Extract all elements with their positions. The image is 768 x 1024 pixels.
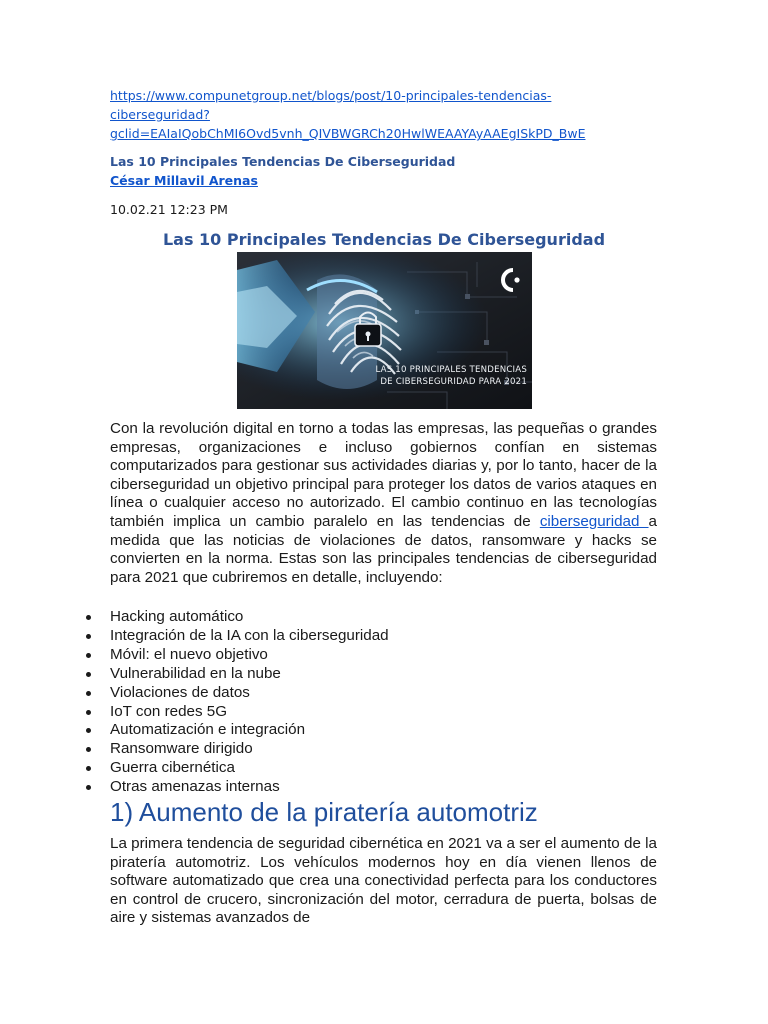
list-item <box>84 778 389 797</box>
source-url-line-2[interactable]: ciberseguridad? <box>110 107 210 122</box>
bullet-icon <box>86 710 91 715</box>
section-1-heading: 1) Aumento de la piratería automotriz <box>110 797 538 827</box>
bullet-icon <box>86 728 91 733</box>
trend-label: Vulnerabilidad en la nube <box>110 664 281 682</box>
list-item <box>84 684 389 703</box>
intro-text-1: Con la revolución digital en torno a todas las empresas, las pequeñas o grandes empresas, organizaciones e incluso gobiernos confían en sistemas computarizados para gestionar sus actividades diarias y, por lo tanto, hacer de la ciberseguridad un objetivo principal para proteger los datos de varios ataques en línea o cualquier acceso no autorizado. El cambio continuo en las tecnologías también implica un cambio paralelo en las tendencias de <box>110 420 657 530</box>
list-item <box>84 740 389 759</box>
trend-label: Violaciones de datos <box>110 683 250 701</box>
author-link[interactable]: César Millavil Arenas <box>110 173 258 188</box>
trend-label: Otras amenazas internas <box>110 778 280 796</box>
hero-caption-line-2: DE CIBERSEGURIDAD PARA 2021 <box>380 377 527 387</box>
source-url[interactable] <box>110 86 670 143</box>
list-item <box>84 646 389 665</box>
trend-label: Integración de la IA con la ciberseguridad <box>110 626 389 644</box>
intro-paragraph <box>110 420 657 587</box>
trend-label: IoT con redes 5G <box>110 702 228 720</box>
ciberseguridad-link[interactable]: ciberseguridad <box>539 512 649 530</box>
article-title: Las 10 Principales Tendencias De Ciberseguridad <box>162 230 606 249</box>
section-1-paragraph: La primera tendencia de seguridad cibernética en 2021 va a ser el aumento de la piratería automotriz. Los vehículos modernos hoy en día vienen llenos de software automatizado que crea una conectividad perfecta para los conductores en control de crucero, sincronización del motor, cerradura de puerta, bolsas de aire y sistemas avanzados de <box>110 835 657 927</box>
trend-label: Hacking automático <box>110 608 244 625</box>
list-item <box>84 627 389 646</box>
hero-caption-line-1: LAS 10 PRINCIPALES TENDENCIAS <box>375 365 527 375</box>
bullet-icon <box>86 615 91 620</box>
bullet-icon <box>86 747 91 752</box>
source-url-line-3[interactable]: gclid=EAIaIQobChMI6Ovd5vnh_QIVBWGRCh20HwlWEAAYAyAAEgISkPD_BwE <box>110 126 586 141</box>
bullet-icon <box>86 653 91 658</box>
trend-label: Automatización e integración <box>110 721 306 739</box>
bullet-icon <box>86 691 91 696</box>
list-item <box>84 703 389 722</box>
trend-label: Guerra cibernética <box>110 759 235 777</box>
hero-image <box>237 252 532 409</box>
bullet-icon <box>86 672 91 677</box>
bullet-icon <box>86 634 91 639</box>
bullet-icon <box>86 766 91 771</box>
meta-title: Las 10 Principales Tendencias De Ciberseguridad <box>110 154 456 169</box>
list-item <box>84 608 389 627</box>
list-item <box>84 759 389 778</box>
list-item <box>84 665 389 684</box>
trend-label: Móvil: el nuevo objetivo <box>110 645 268 663</box>
post-date: 10.02.21 12:23 PM <box>110 202 228 217</box>
trend-label: Ransomware dirigido <box>110 740 253 758</box>
list-item <box>84 721 389 740</box>
source-url-line-1[interactable]: https://www.compunetgroup.net/blogs/post/10-principales-tendencias- <box>110 88 552 103</box>
trends-list <box>84 608 389 797</box>
bullet-icon <box>86 785 91 790</box>
intro-text-2: a medida que las noticias de violaciones de datos, ransomware y hacks se convierten en la norma. Estas son las principales tendencias de ciberseguridad para 2021 que cubriremos en detalle, incluyendo: <box>110 512 657 586</box>
